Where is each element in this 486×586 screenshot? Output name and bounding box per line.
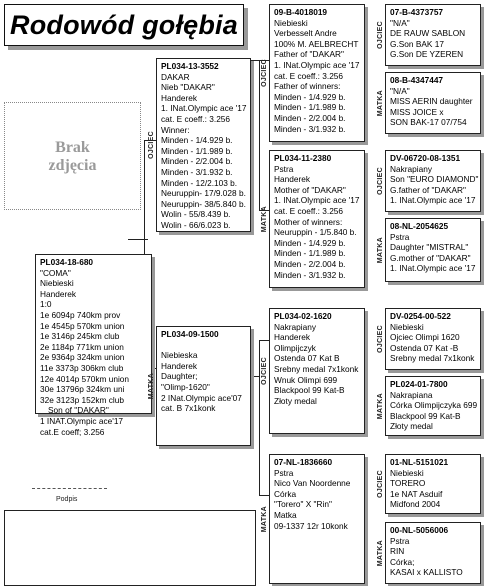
mf-line: Ostenda 07 Kat B (274, 353, 340, 364)
subject-line: cat.E coeff; 3.256 (40, 426, 105, 437)
mmf-tab: OJCIEC (376, 470, 384, 498)
fm-line: Mother of "DAKAR" (274, 184, 346, 195)
mmm-ring: 00-NL-5056006 (390, 525, 449, 535)
father-line: 1. INat.Olympic ace '17 (161, 103, 247, 114)
subject-line: 1:0 (40, 299, 52, 310)
mmf-ring: 01-NL-5151021 (390, 457, 449, 467)
ffm-line: SON BAK-17 07/754 (390, 117, 467, 128)
mother-line (161, 340, 247, 351)
father-line: Wolin - 55/8.439 b. (161, 209, 231, 220)
mm-ring: 07-NL-1836660 (274, 457, 333, 467)
mf-line: Olimpijczyk (274, 342, 316, 353)
mmm-line: RIN (390, 546, 405, 557)
father-line: Nieb "DAKAR" (161, 82, 215, 93)
ffm-card (385, 72, 481, 134)
pedigree-title: Rodowód gołębia (10, 9, 238, 40)
mmf-card (385, 454, 481, 514)
mm-line: Córka (274, 488, 297, 499)
mf-tab: OJCIEC (260, 357, 268, 385)
fmf-line: Nakrapiany (390, 163, 432, 174)
ff-line: Verbesselt Andre (274, 28, 337, 39)
fm-card (269, 150, 365, 288)
ff-ring: 09-B-4018019 (274, 7, 328, 17)
ff-line: Minden - 1/1.989 b. (274, 102, 346, 113)
ff-line: Father of winners: (274, 81, 341, 92)
mf-card (269, 308, 365, 434)
ffm-tab: MATKA (376, 89, 384, 117)
mfm-ring: PL024-01-7800 (390, 379, 448, 389)
mfm-line: Córka Olimpijczyka 699 (390, 400, 478, 411)
fm-line: 1. INat.Olympic ace '17 (274, 195, 360, 206)
fmf-ring: DV-06720-08-1351 (390, 153, 461, 163)
ff-card (269, 4, 365, 142)
mff-tab: OJCIEC (376, 325, 384, 353)
mm-line: Matka (274, 509, 297, 520)
subject-line: Handerek (40, 288, 76, 299)
fmm-card (385, 218, 481, 282)
ff-tab: OJCIEC (260, 59, 268, 87)
mff-line: Srebny medal 7x1konk (390, 353, 475, 364)
ff-line: 100% M. AELBRECHT (274, 38, 359, 49)
fff-ring: 07-B-4373757 (390, 7, 444, 17)
father-ring: PL034-13-3552 (161, 61, 219, 71)
connector (128, 239, 148, 240)
mm-line: Nico Van Noordenne (274, 478, 351, 489)
fm-line: Minden - 1/4.929 b. (274, 237, 346, 248)
father-line: Handerek (161, 92, 197, 103)
fmm-tab: MATKA (376, 236, 384, 264)
mother-line: 2 INat.Olympic ace'07 (161, 392, 242, 403)
ff-line: Minden - 1/4.929 b. (274, 91, 346, 102)
mmm-line: Pstra (390, 535, 410, 546)
mmm-card (385, 522, 481, 584)
ff-line: Niebieski (274, 17, 308, 28)
fmm-line: Daughter "MISTRAL" (390, 242, 469, 253)
fm-line: cat. E coeff.: 3.256 (274, 205, 344, 216)
mmm-line: Córka; (390, 556, 415, 567)
mm-line: "Torero" X "Rin" (274, 499, 332, 510)
mmf-line: 1e NAT Asduif (390, 488, 443, 499)
notes-box (4, 510, 256, 586)
mfm-tab: MATKA (376, 392, 384, 420)
subject-line: Niebieski (40, 278, 74, 289)
mff-line: Ostenda 07 Kat -B (390, 342, 459, 353)
fff-line: DE RAUW SABLON (390, 28, 466, 39)
ff-line: cat. E coeff.: 3.256 (274, 70, 344, 81)
father-line: Minden - 1/1.989 b. (161, 145, 233, 156)
ff-line: 1. INat.Olympic ace '17 (274, 59, 360, 70)
subject-line: 11e 3373p 306km club (40, 362, 124, 373)
mff-line: Niebieski (390, 321, 424, 332)
fff-card (385, 4, 481, 66)
subject-line: 1 INAT.Olympic ace'17 (40, 415, 124, 426)
mff-line: Ojciec Olimpi 1620 (390, 332, 460, 343)
mother-line: cat. B 7x1konk (161, 403, 216, 414)
fmm-line: G.mother of "DAKAR" (390, 252, 471, 263)
subject-line: "COMA" (40, 267, 71, 278)
subject-line: 32e 3123p 152km club (40, 394, 124, 405)
fmf-card (385, 150, 481, 212)
father-line: Neuruppin- 17/9.028 b. (161, 188, 246, 199)
fmf-line: Son "EURO DIAMOND" (390, 174, 479, 185)
subject-card (35, 254, 152, 437)
mfm-card (385, 376, 481, 436)
father-line: DAKAR (161, 71, 190, 82)
subject-line: 12e 4014p 570km union (40, 373, 130, 384)
father-line: Minden - 2/2.004 b. (161, 156, 233, 167)
ff-line: Minden - 3/1.932 b. (274, 123, 346, 134)
ffm-line: MISS JOICE x (390, 106, 444, 117)
mf-line: Handerek (274, 332, 310, 343)
fff-line: "N/A" (390, 17, 410, 28)
mfm-line: Nakrapiana (390, 389, 433, 400)
fmm-line: 1. INat.Olympic ace '17 (390, 263, 476, 274)
fm-line: Handerek (274, 174, 310, 185)
mmf-line: Niebieski (390, 467, 424, 478)
mm-tab: MATKA (260, 505, 268, 533)
father-line: Neuruppin- 38/5.840 b. (161, 198, 246, 209)
father-line: Minden - 12/2.103 b. (161, 177, 238, 188)
photo-placeholder-line-1: Brak (55, 139, 90, 156)
fm-line: Pstra (274, 163, 294, 174)
fmm-ring: 08-NL-2054625 (390, 221, 449, 231)
subject-line: 1e 3146p 245km club (40, 331, 120, 342)
mf-line: Złoty medal (274, 395, 317, 406)
mff-card (385, 308, 481, 370)
mmm-line: KASAI x KALLISTO (390, 567, 463, 578)
mmf-line: Midfond 2004 (390, 499, 441, 510)
mother-line: Daughter; (161, 371, 198, 382)
father-tab: OJCIEC (147, 131, 155, 159)
fm-line: Minden - 3/1.932 b. (274, 269, 346, 280)
pedigree-title-box (4, 4, 244, 46)
mother-ring: PL034-09-1500 (161, 329, 219, 339)
father-line: cat. E coeff.: 3.256 (161, 113, 231, 124)
fmf-line: G.father of "DAKAR" (390, 184, 466, 195)
father-card (156, 58, 251, 232)
fm-line: Minden - 2/2.004 b. (274, 258, 346, 269)
mf-line: Nakrapiany (274, 321, 316, 332)
fm-line: Minden - 1/1.989 b. (274, 248, 346, 259)
ff-line: Father of "DAKAR" (274, 49, 344, 60)
photo-placeholder-line-2: zdjęcia (48, 157, 97, 174)
photo-placeholder (4, 102, 141, 210)
father-line: Minden - 1/4.929 b. (161, 135, 233, 146)
ffm-ring: 08-B-4347447 (390, 75, 444, 85)
mf-ring: PL034-02-1620 (274, 311, 332, 321)
mother-line: Niebieska (161, 350, 198, 361)
subject-line: 30e 13796p 324km uni (40, 384, 125, 395)
mother-tab: MATKA (147, 372, 155, 400)
mm-card (269, 454, 365, 584)
fmf-tab: OJCIEC (376, 167, 384, 195)
fm-tab: MATKA (260, 205, 268, 233)
ffm-line: "N/A" (390, 85, 410, 96)
father-line: Winner: (161, 124, 190, 135)
mfm-line: Blackpool 99 Kat-B (390, 410, 461, 421)
mm-line: Pstra (274, 467, 294, 478)
fm-line: Neuruppin - 1/5.840 b. (274, 227, 357, 238)
mf-line: Srebny medal 7x1konk (274, 363, 359, 374)
mother-line: "Olimp-1620" (161, 381, 210, 392)
fff-tab: OJCIEC (376, 21, 384, 49)
fm-ring: PL034-11-2380 (274, 153, 332, 163)
fmm-line: Pstra (390, 231, 410, 242)
mf-line: Blackpool 99 Kat-B (274, 385, 345, 396)
fff-line: G.Son BAK 17 (390, 38, 444, 49)
subject-ring: PL034-18-680 (40, 257, 94, 267)
subject-line: 1e 6094p 740km prov (40, 309, 121, 320)
ff-line: Minden - 2/2.004 b. (274, 112, 346, 123)
signature-line (32, 488, 107, 489)
mf-line: Wnuk Olimpi 699 (274, 374, 338, 385)
mfm-line: Złoty medal (390, 421, 433, 432)
mff-ring: DV-0254-00-522 (390, 311, 451, 321)
fff-line: G.Son DE YZEREN (390, 49, 464, 60)
signature-label: Podpis (56, 496, 78, 503)
mmf-line: TORERO (390, 478, 426, 489)
fmf-line: 1. INat.Olympic ace '17 (390, 195, 476, 206)
father-line: Wolin - 66/6.023 b. (161, 219, 231, 230)
subject-line: 2e 1184p 771km union (40, 341, 124, 352)
mother-line: Handerek (161, 360, 197, 371)
mother-card (156, 326, 251, 446)
fm-line: Mother of winners: (274, 216, 343, 227)
subject-line: 2e 9364p 324km union (40, 352, 125, 363)
subject-line: 1e 4545p 570km union (40, 320, 125, 331)
father-line: Minden - 3/1.932 b. (161, 166, 233, 177)
ffm-line: MISS AERIN daughter (390, 96, 473, 107)
mmm-tab: MATKA (376, 539, 384, 567)
mm-line: 09-1337 12r 10konk (274, 520, 348, 531)
subject-line: Son of "DAKAR" (48, 405, 109, 416)
